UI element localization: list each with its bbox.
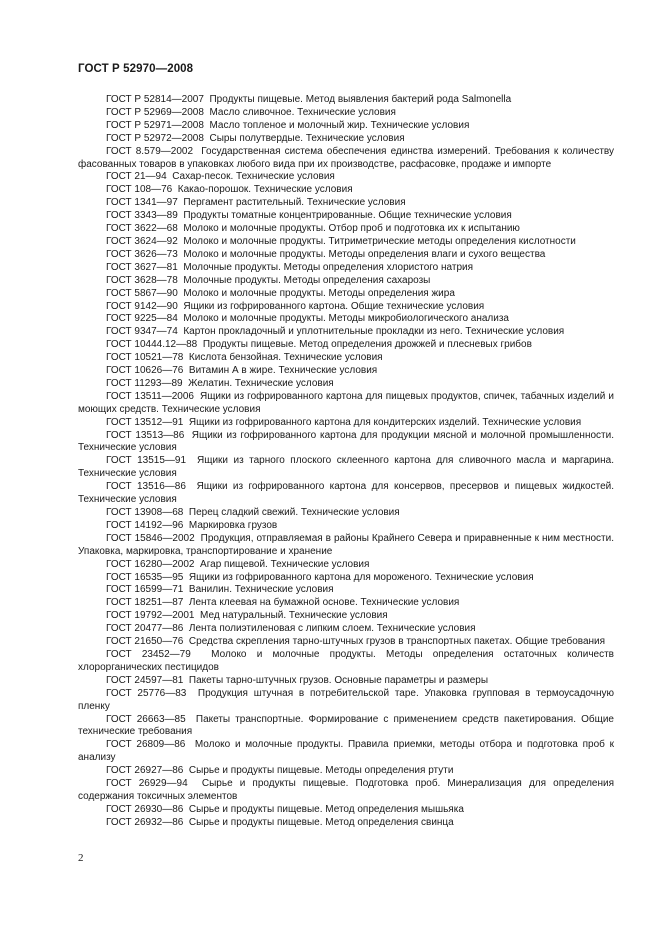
standard-title: Молоко и молочные продукты. Титриметрические методы определения кислотности: [183, 235, 576, 247]
standard-title: Картон прокладочный и уплотнительные прокладки из него. Технические условия: [183, 326, 565, 338]
reference-entry: [78, 559, 614, 572]
standard-title: Молочные продукты. Методы определения сахарозы: [183, 274, 431, 286]
standard-title: Ящики из гофрированного картона. Общие технические условия: [183, 300, 485, 312]
reference-entry: [78, 649, 614, 675]
reference-entry: [78, 520, 614, 533]
standard-code: ГОСТ 13513—86: [106, 429, 185, 441]
standard-code: ГОСТ 21650—76: [106, 636, 184, 648]
reference-entry: [78, 133, 614, 146]
reference-entry: [78, 107, 614, 120]
standard-code: ГОСТ 13516—86: [106, 481, 186, 493]
standard-code: ГОСТ 18251—87: [106, 597, 184, 609]
standard-code: ГОСТ 8.579—2002: [106, 145, 194, 157]
reference-entry: [78, 688, 614, 714]
standard-code: ГОСТ 10626—76: [106, 365, 184, 377]
standard-code: ГОСТ 21—94: [106, 171, 167, 183]
reference-entry: [78, 275, 614, 288]
standard-title: Ящики из гофрированного картона для кондитерских изделий. Технические условия: [188, 416, 582, 428]
standard-code: ГОСТ 26930—86: [106, 803, 184, 815]
reference-entry: [78, 171, 614, 184]
standard-code: ГОСТ 9347—74: [106, 326, 178, 338]
reference-entry: [78, 417, 614, 430]
standard-code: ГОСТ 26927—86: [106, 765, 184, 777]
reference-entry: [78, 507, 614, 520]
standard-code: ГОСТ 26932—86: [106, 816, 184, 828]
standard-code: ГОСТ 3343—89: [106, 210, 178, 222]
standard-title: Агар пищевой. Технические условия: [200, 558, 370, 570]
standard-code: ГОСТ 3626—73: [106, 248, 178, 260]
standard-title: Средства скрепления тарно-штучных грузов в транспортных пакетах. Общие требования: [188, 636, 606, 648]
standard-code: ГОСТ 3622—68: [106, 223, 178, 235]
standard-title: Мед натуральный. Технические условия: [200, 610, 388, 622]
standard-title: Лента полиэтиленовая с липким слоем. Технические условия: [188, 623, 476, 635]
standard-code: ГОСТ 3628—78: [106, 274, 178, 286]
standard-title: Масло топленое и молочный жир. Технические условия: [209, 119, 470, 131]
standard-code: ГОСТ Р 52814—2007: [106, 94, 204, 105]
standard-title: Молоко и молочные продукты. Методы определения остаточных количеств хлорорганических пестицидов: [78, 648, 614, 673]
reference-entry: [78, 339, 614, 352]
reference-entry: [78, 714, 614, 740]
standard-title: Молоко и молочные продукты. Методы микробиологического анализа: [183, 313, 509, 325]
reference-entry: [78, 288, 614, 301]
standard-title: Витамин А в жире. Технические условия: [188, 365, 378, 377]
reference-entry: [78, 817, 614, 830]
standard-title: Молоко и молочные продукты. Методы определения влаги и сухого вещества: [183, 248, 546, 260]
reference-entry: [78, 430, 614, 456]
standard-code: ГОСТ 13908—68: [106, 507, 184, 518]
reference-entry: [78, 197, 614, 210]
standard-title: Пергамент растительный. Технические условия: [183, 197, 406, 209]
standard-code: ГОСТ 16280—2002: [106, 558, 195, 570]
reference-entry: [78, 765, 614, 778]
standard-code: ГОСТ 26663—85: [106, 713, 186, 725]
standard-code: ГОСТ 3627—81: [106, 261, 178, 273]
standard-code: ГОСТ 13512—91: [106, 416, 184, 428]
reference-entry: [78, 223, 614, 236]
standard-title: Ванилин. Технические условия: [188, 584, 334, 596]
reference-entry: [78, 184, 614, 197]
standard-title: Государственная система обеспечения единства измерений. Требования к количеству фасованных товаров в упаковках любого вида при их производстве, расфасовке, продаже и импорте: [78, 145, 615, 170]
reference-entry: [78, 301, 614, 314]
standard-title: Сырье и продукты пищевые. Подготовка проб. Минерализация для определения содержания токсичных элементов: [78, 778, 615, 802]
standard-title: Продукты пищевые. Метод выявления бактерий рода Salmonella: [209, 94, 512, 105]
standard-title: Молочные продукты. Методы определения хлористого натрия: [183, 261, 474, 273]
reference-entry: [78, 481, 614, 507]
standard-code: ГОСТ 108—76: [106, 184, 173, 196]
standard-title: Пакеты тарно-штучных грузов. Основные параметры и размеры: [188, 674, 489, 686]
standard-code: ГОСТ 19792—2001: [106, 610, 195, 622]
standard-code: ГОСТ Р 52971—2008: [106, 119, 204, 131]
standard-title: Продукция штучная в потребительской таре. Упаковка групповая в термоусадочную пленку: [78, 687, 615, 712]
reference-entry: [78, 623, 614, 636]
reference-entry: [78, 391, 614, 417]
reference-entry: [78, 326, 614, 339]
standard-title: Молоко и молочные продукты. Правила приемки, методы отбора и подготовка проб к анализу: [78, 739, 615, 764]
standard-title: Кислота бензойная. Технические условия: [188, 352, 383, 364]
standard-title: Перец сладкий свежий. Технические условия: [188, 507, 400, 518]
standard-title: Лента клеевая на бумажной основе. Технические условия: [188, 597, 460, 609]
standard-code: ГОСТ 16535—95: [106, 571, 184, 583]
reference-entry: [78, 236, 614, 249]
standard-code: ГОСТ Р 52972—2008: [106, 132, 204, 144]
standard-title: Ящики из гофрированного картона для мороженого. Технические условия: [188, 571, 534, 583]
standard-title: Маркировка грузов: [188, 519, 278, 531]
reference-entry: [78, 739, 614, 765]
standard-title: Продукция, отправляемая в районы Крайнего Севера и приравненные к ним местности. Упаковка, маркировка, транспортирование и хранение: [78, 532, 615, 557]
standard-title: Пакеты транспортные. Формирование с применением средств пакетирования. Общие технические требования: [78, 713, 614, 738]
standard-title: Молоко и молочные продукты. Методы определения жира: [183, 287, 455, 299]
standard-code: ГОСТ 24597—81: [106, 674, 184, 686]
reference-entry: [78, 610, 614, 623]
standard-code: ГОСТ 10521—78: [106, 352, 184, 364]
standard-code: ГОСТ 11293—89: [106, 377, 183, 389]
reference-list: [78, 94, 614, 830]
standard-code: ГОСТ 13515—91: [106, 455, 187, 467]
reference-entry: [78, 262, 614, 275]
standard-code: ГОСТ 23452—79: [106, 648, 191, 660]
standard-code: ГОСТ 15846—2002: [106, 532, 195, 544]
reference-entry: [78, 313, 614, 326]
standard-code: ГОСТ 25776—83: [106, 687, 187, 699]
page-number: 2: [78, 852, 84, 864]
reference-entry: [78, 249, 614, 262]
standard-title: Желатин. Технические условия: [188, 377, 334, 389]
standard-title: Продукты томатные концентрированные. Общие технические условия: [183, 210, 512, 222]
standard-title: Сырье и продукты пищевые. Метод определения свинца: [188, 816, 454, 828]
reference-entry: [78, 572, 614, 585]
reference-entry: [78, 675, 614, 688]
standard-title: Продукты пищевые. Метод определения дрожжей и плесневых грибов: [202, 339, 532, 351]
standard-code: ГОСТ Р 52969—2008: [106, 106, 204, 118]
reference-entry: [78, 584, 614, 597]
standard-code: ГОСТ 14192—96: [106, 519, 184, 531]
standard-code: ГОСТ 16599—71: [106, 584, 184, 596]
standard-title: Ящики из тарного плоского склеенного картона для сливочного масла и маргарина. Технические условия: [78, 455, 614, 480]
reference-entry: [78, 533, 614, 559]
standard-code: ГОСТ 13511—2006: [106, 390, 194, 402]
reference-entry: [78, 352, 614, 365]
standard-title: Ящики из гофрированного картона для пищевых продуктов, спичек, табачных изделий и моющих средств. Технические условия: [78, 390, 614, 415]
standard-code: ГОСТ 10444.12—88: [106, 339, 198, 351]
reference-entry: [78, 778, 614, 804]
standard-title: Масло сливочное. Технические условия: [209, 106, 396, 118]
reference-entry: [78, 378, 614, 391]
reference-entry: [78, 210, 614, 223]
reference-entry: [78, 146, 614, 172]
standard-title: Ящики из гофрированного картона для консервов, пресервов и пищевых жидкостей. Технические условия: [78, 481, 614, 506]
document-header: ГОСТ Р 52970—2008: [78, 63, 194, 75]
standard-code: ГОСТ 5867—90: [106, 287, 178, 299]
standard-title: Какао-порошок. Технические условия: [177, 184, 353, 196]
standard-code: ГОСТ 20477—86: [106, 623, 184, 635]
standard-title: Сыры полутвердые. Технические условия: [209, 132, 405, 144]
reference-entry: [78, 636, 614, 649]
standard-title: Ящики из гофрированного картона для продукции мясной и молочной промышленности. Технические условия: [78, 429, 614, 454]
reference-entry: [78, 120, 614, 133]
standard-title: Сахар-песок. Технические условия: [172, 171, 335, 183]
reference-entry: [78, 455, 614, 481]
standard-code: ГОСТ 9225—84: [106, 313, 178, 325]
standard-code: ГОСТ 26929—94: [106, 778, 188, 790]
reference-entry: [78, 804, 614, 817]
standard-title: Молоко и молочные продукты. Отбор проб и подготовка их к испытанию: [183, 223, 520, 235]
standard-code: ГОСТ 3624—92: [106, 235, 178, 247]
standard-code: ГОСТ 26809—86: [106, 739, 186, 751]
reference-entry: [78, 365, 614, 378]
standard-title: Сырье и продукты пищевые. Методы определения ртути: [188, 765, 454, 777]
standard-code: ГОСТ 9142—90: [106, 300, 178, 312]
reference-entry: [78, 94, 614, 107]
standard-title: Сырье и продукты пищевые. Метод определения мышьяка: [188, 803, 464, 815]
standard-code: ГОСТ 1341—97: [106, 197, 178, 209]
reference-entry: [78, 597, 614, 610]
